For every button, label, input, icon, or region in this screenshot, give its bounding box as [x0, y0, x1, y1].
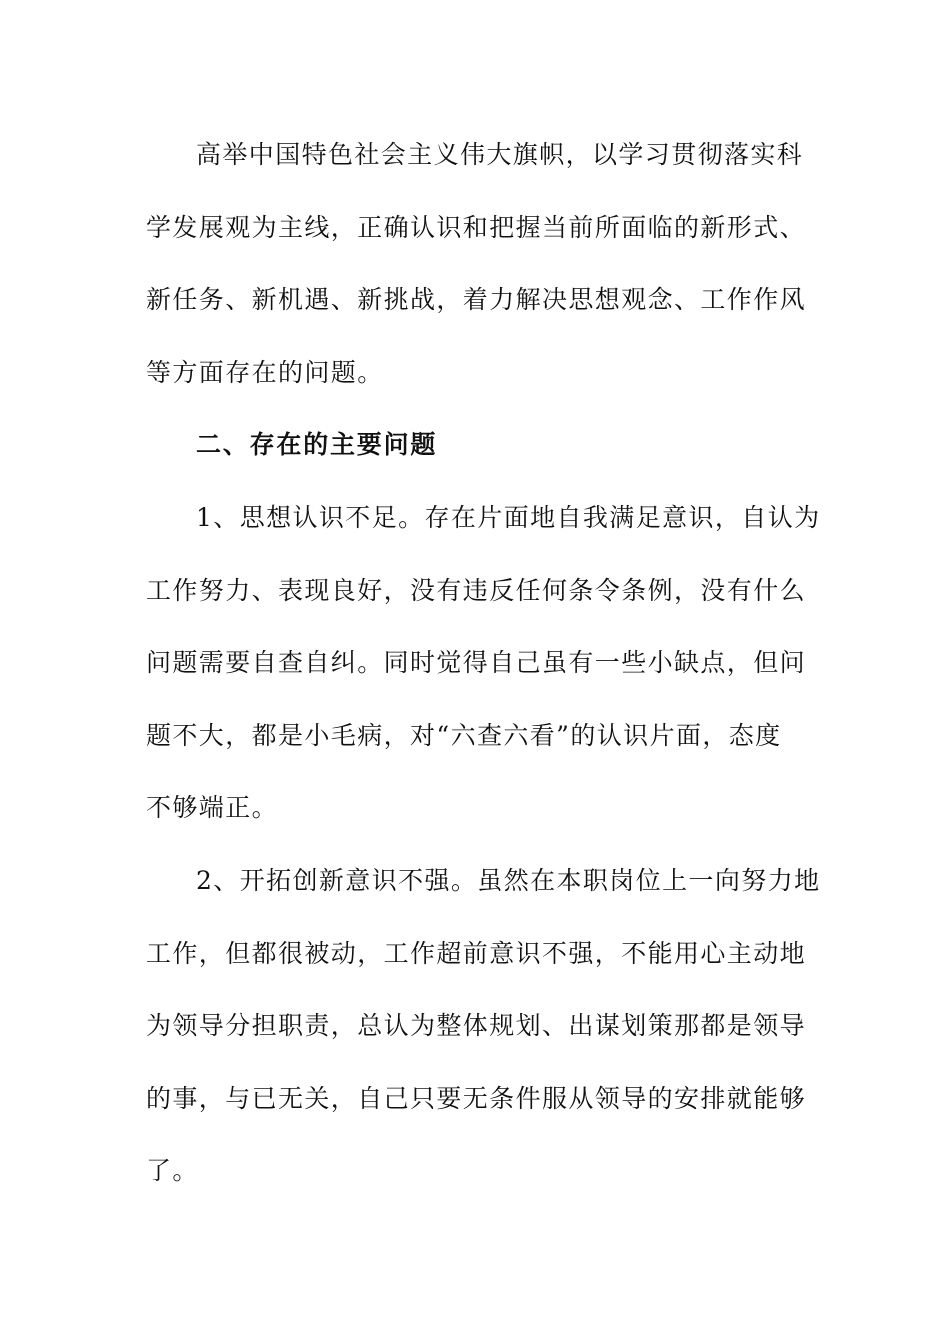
item-2-line-5: 了。: [146, 1156, 199, 1186]
item-2-line-2: 工作，但都很被动，工作超前意识不强，不能用心主动地: [146, 938, 807, 968]
item-1-line-1: 1、思想认识不足。存在片面地自我满足意识，自认为: [196, 502, 821, 532]
item-1-line-2: 工作努力、表现良好，没有违反任何条令条例，没有什么: [146, 575, 807, 605]
section-heading: 二、存在的主要问题: [196, 430, 438, 460]
paragraph-1-line-4: 等方面存在的问题。: [146, 357, 384, 387]
item-1-line-3: 问题需要自查自纠。同时觉得自己虽有一些小缺点，但问: [146, 648, 807, 678]
item-2-line-4: 的事，与已无关，自己只要无条件服从领导的安排就能够: [146, 1083, 807, 1113]
item-2-line-1: 2、开拓创新意识不强。虽然在本职岗位上一向努力地: [196, 865, 821, 895]
item-1-line-4: 题不大，都是小毛病，对“六查六看”的认识片面，态度: [146, 720, 782, 750]
paragraph-1-line-3: 新任务、新机遇、新挑战，着力解决思想观念、工作作风: [146, 285, 807, 315]
item-2-line-3: 为领导分担职责，总认为整体规划、出谋划策那都是领导: [146, 1011, 807, 1041]
paragraph-1-line-1: 高举中国特色社会主义伟大旗帜，以学习贯彻落实科: [196, 140, 804, 169]
document-body: [146, 128, 821, 1217]
item-1-line-5: 不够端正。: [146, 793, 279, 823]
paragraph-1-line-2: 学发展观为主线，正确认识和把握当前所面临的新形式、: [146, 212, 807, 242]
